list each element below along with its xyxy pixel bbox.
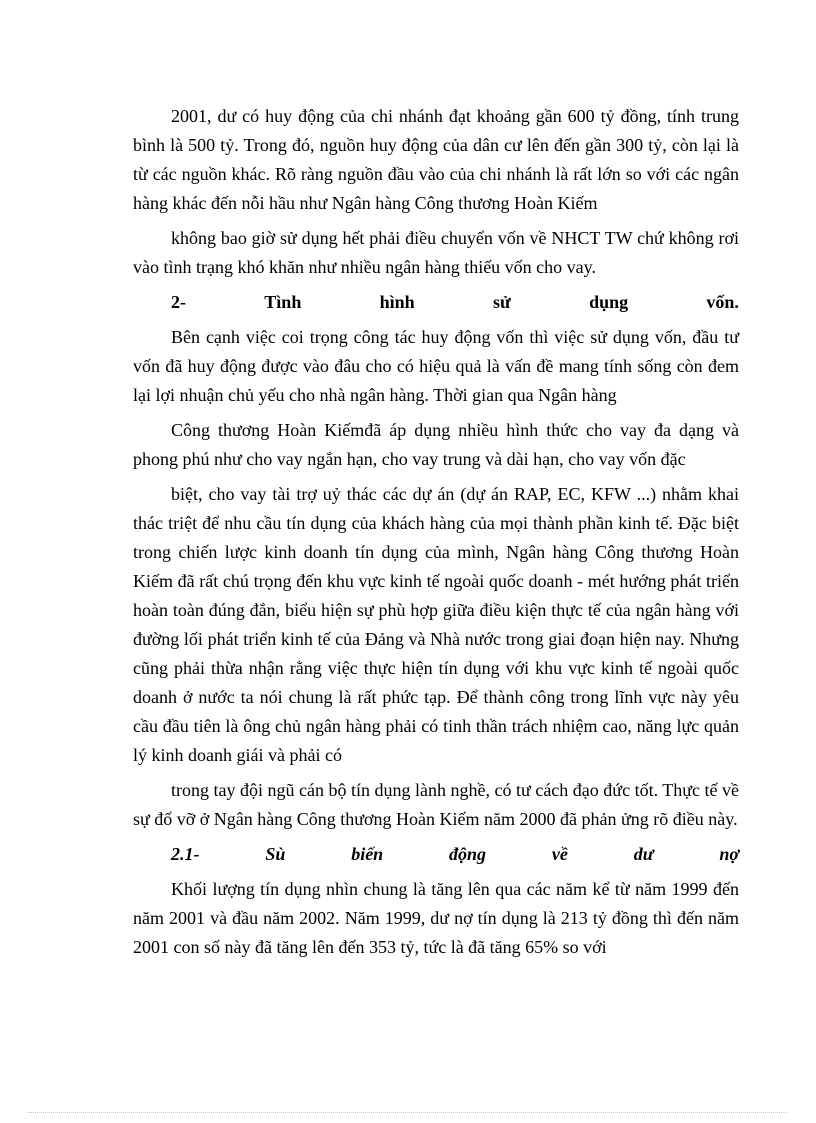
paragraph-4: Công thương Hoàn Kiếmđã áp dụng nhiều hình thức cho vay đa dạng và phong phú như cho vay ngắn hạn, cho vay trung và dài hạn, cho vay vốn đặc — [133, 420, 739, 469]
heading-word: biến — [351, 844, 384, 864]
heading-word: Sù — [265, 844, 286, 864]
heading-word: về — [551, 844, 568, 864]
heading-word: nợ — [719, 844, 739, 864]
heading-word: dư — [633, 844, 654, 864]
section-heading-2-1 — [133, 840, 739, 869]
heading-word: hình — [379, 292, 415, 312]
paragraph-1: 2001, dư có huy động của chi nhánh đạt khoảng gần 600 tỷ đồng, tính trung bình là 500 tỷ. Trong đó, nguồn huy động của dân cư lên đến gần 300 tỷ, còn lại là từ các nguồn khác. Rõ ràng nguồn đầu vào của chi nhánh là rất lớn so với các ngân hàng khác đến nỗi hầu như Ngân hàng Công thương Hoàn Kiếm — [133, 106, 739, 213]
paragraph-5: biệt, cho vay tài trợ uỷ thác các dự án (dự án RAP, EC, KFW ...) nhằm khai thác triệt để nhu cầu tín dụng của khách hàng của mọi thành phần kinh tế. Đặc biệt trong chiến lược kinh doanh tín dụng của mình, Ngân hàng Công thương Hoàn Kiếm đã rất chú trọng đến khu vực kinh tế ngoài quốc doanh - mét hướng phát triển hoàn toàn đúng đắn, biểu hiện sự phù hợp giữa điều kiện thực tế của ngân hàng với đường lối phát triển kinh tế của Đảng và Nhà nước trong giai đoạn hiện nay. Nhưng cũng phải thừa nhận rằng việc thực hiện tín dụng với khu vực kinh tế ngoài quốc doanh ở nước ta nói chung là rất phức tạp. Để thành công trong lĩnh vực này yêu cầu đầu tiên là ông chủ ngân hàng phải có tinh thần trách nhiệm cao, năng lực quản lý kinh doanh giái và phải có — [133, 484, 739, 765]
paragraph-2: không bao giờ sử dụng hết phải điều chuyển vốn về NHCT TW chứ không rơi vào tình trạng khó khăn như nhiều ngân hàng thiếu vốn cho vay. — [133, 228, 739, 277]
heading-word: Tình — [264, 292, 302, 312]
section-heading-2 — [133, 288, 739, 317]
heading-word: sử — [492, 292, 511, 312]
heading-word: 2.1- — [171, 844, 200, 864]
heading-word: dụng — [589, 292, 629, 312]
heading-word: động — [449, 844, 487, 864]
paragraph-7: Khối lượng tín dụng nhìn chung là tăng lên qua các năm kể từ năm 1999 đến năm 2001 và đầu năm 2002. Năm 1999, dư nợ tín dụng là 213 tỷ đồng thì đến năm 2001 con số này đã tăng lên đến 353 tỷ, tức là đã tăng 65% so với — [133, 879, 739, 957]
paragraph-3: Bên cạnh việc coi trọng công tác huy động vốn thì việc sử dụng vốn, đầu tư vốn đã huy động được vào đâu cho có hiệu quả là vấn đề mang tính sống còn đem lại lợi nhuận chủ yếu cho nhà ngân hàng. Thời gian qua Ngân hàng — [133, 327, 739, 405]
heading-word: 2- — [171, 292, 186, 312]
page-bottom-rule — [28, 1112, 788, 1113]
document-body — [133, 102, 739, 962]
paragraph-6: trong tay đội ngũ cán bộ tín dụng lành nghề, có tư cách đạo đức tốt. Thực tế về sự đổ vỡ ở Ngân hàng Công thương Hoàn Kiếm năm 2000 đã phản ửng rõ điều này. — [133, 780, 739, 829]
heading-word: vốn. — [706, 292, 739, 312]
